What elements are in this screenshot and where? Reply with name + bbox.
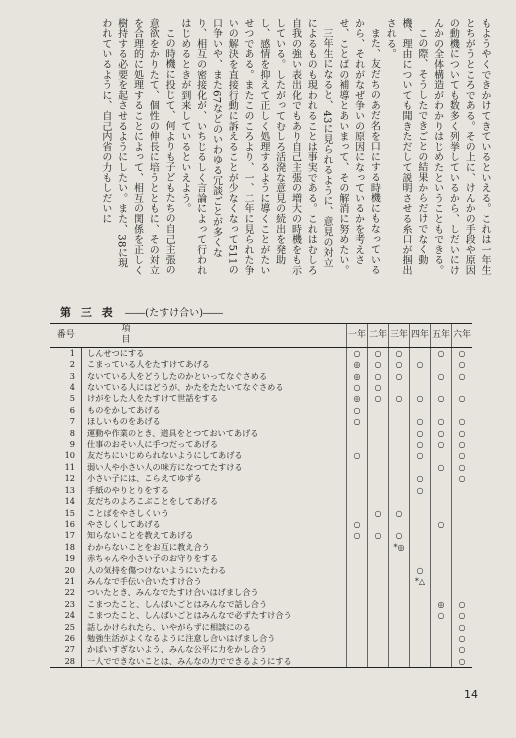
body-paragraph: この際、そうしたできごとの結果からだけでなく動機、理由についても聞きただして説明させる糸口が掴出される。 <box>384 18 427 276</box>
row-item: 運動や作業のとき、道具をとつておいてあげる <box>87 427 259 438</box>
row-item: ものをかしてあげる <box>87 404 161 415</box>
grade-mark <box>389 405 410 416</box>
header-grade: 四年 <box>410 324 431 348</box>
row-item: ないている人をどうしたのかといってなぐさめる <box>87 370 268 381</box>
table-row <box>50 633 472 644</box>
grade-mark <box>431 576 452 587</box>
grade-mark <box>347 508 368 519</box>
grade-mark <box>452 553 473 564</box>
grade-mark <box>389 599 410 610</box>
grade-mark <box>347 565 368 576</box>
grade-mark: ○ <box>347 450 368 461</box>
grade-mark: *◎ <box>389 542 410 553</box>
grade-mark <box>368 485 389 496</box>
grade-mark <box>431 508 452 519</box>
grade-mark: ○ <box>347 416 368 427</box>
row-number: 2 <box>50 359 82 370</box>
grade-mark <box>452 508 473 519</box>
header-grade: 五年 <box>431 324 452 348</box>
grade-mark <box>389 644 410 655</box>
row-number: 5 <box>50 393 82 404</box>
body-paragraph: もようやくできかけてきているといえる。これは一年生とちがうところである。その上に、けんかの手段や原因の動機についても数多く列挙しているから、しだいにけんかの全体構造がわかりはじめたということもできる。 <box>431 18 490 276</box>
row-number: 3 <box>50 371 82 382</box>
grade-mark: ○ <box>389 347 410 359</box>
grade-mark: ○ <box>389 359 410 370</box>
grade-mark <box>347 587 368 598</box>
row-number: 13 <box>50 485 82 496</box>
row-number: 6 <box>50 405 82 416</box>
header-item-2: 目 <box>121 335 131 346</box>
body-text <box>40 18 492 278</box>
grade-mark <box>347 610 368 621</box>
table-title-subtitle: ――(たすけ合い)―― <box>125 308 223 319</box>
table-row <box>50 622 472 633</box>
grade-mark <box>368 416 389 427</box>
grade-mark <box>431 644 452 655</box>
grade-mark <box>347 576 368 587</box>
table-row <box>50 371 472 382</box>
grade-mark: ○ <box>452 439 473 450</box>
row-number: 16 <box>50 519 82 530</box>
grade-mark <box>389 462 410 473</box>
row-number: 20 <box>50 565 82 576</box>
table-title-label: 第 三 表 <box>60 306 116 319</box>
grade-mark: ○ <box>452 371 473 382</box>
grade-mark <box>410 599 431 610</box>
table-row <box>50 439 472 450</box>
row-item: 知らないことを教えてあげる <box>87 530 194 541</box>
grade-mark <box>410 371 431 382</box>
header-grade: 六年 <box>452 324 473 348</box>
grade-mark <box>452 587 473 598</box>
grade-mark <box>410 382 431 393</box>
grade-mark: ○ <box>368 359 389 370</box>
grade-mark <box>431 542 452 553</box>
grade-mark: ○ <box>431 393 452 404</box>
grade-mark <box>452 565 473 576</box>
row-item: 仕事のおそい人に手つだってあげる <box>87 439 219 450</box>
grade-mark: ○ <box>368 393 389 404</box>
grade-mark <box>347 633 368 644</box>
row-number: 8 <box>50 428 82 439</box>
row-item: わからないことをお互に教え合う <box>87 541 210 552</box>
row-item: 一人でできないことは、みんなの力でできるようにする <box>82 656 347 668</box>
row-item: みんなで手伝い合いたすけ合う <box>87 575 202 586</box>
row-item: 赤ちゃんや小さい子のお守りをする <box>87 553 219 564</box>
grade-mark <box>431 553 452 564</box>
grade-mark: ○ <box>431 371 452 382</box>
grade-mark <box>368 622 389 633</box>
table-row <box>50 450 472 461</box>
grade-mark <box>389 382 410 393</box>
grade-mark <box>368 553 389 564</box>
grade-mark: ○ <box>431 416 452 427</box>
grade-mark: ○ <box>410 393 431 404</box>
grade-mark: ○ <box>389 508 410 519</box>
page-number: 14 <box>464 688 478 701</box>
grade-mark <box>410 462 431 473</box>
grade-mark <box>368 542 389 553</box>
grade-mark <box>368 462 389 473</box>
grade-mark: ○ <box>452 644 473 655</box>
row-item: けがをした人をたすけて世話をする <box>87 393 219 404</box>
grade-mark <box>452 576 473 587</box>
row-item: こまつたこと、しんぱいごとはみんなで話し合う <box>87 598 268 609</box>
row-item: 手紙のやりとりをする <box>87 484 169 495</box>
grade-mark: ○ <box>410 473 431 484</box>
row-item: 小さい子には、こらえてゆずる <box>87 473 202 484</box>
grade-mark <box>410 519 431 530</box>
grade-mark <box>410 405 431 416</box>
grade-mark <box>431 622 452 633</box>
header-grade: 二年 <box>368 324 389 348</box>
grade-mark: ○ <box>410 485 431 496</box>
table-header-row <box>50 324 472 348</box>
row-item: 勉強生活がよくなるように注意し合いはげまし合う <box>87 632 276 643</box>
grade-mark <box>452 530 473 541</box>
row-item: しんせつにする <box>87 347 145 358</box>
table-row <box>50 644 472 655</box>
grade-mark <box>347 462 368 473</box>
table-row <box>50 576 472 587</box>
grade-mark: ○ <box>347 530 368 541</box>
grade-mark: ○ <box>431 610 452 621</box>
grade-mark <box>389 587 410 598</box>
header-grade: 一年 <box>347 324 368 348</box>
grade-mark: ○ <box>431 462 452 473</box>
grade-mark <box>431 405 452 416</box>
grade-mark <box>347 599 368 610</box>
grade-mark: ○ <box>368 371 389 382</box>
table-row <box>50 462 472 473</box>
row-number: 21 <box>50 576 82 587</box>
grade-mark <box>389 610 410 621</box>
table-row <box>50 656 472 668</box>
grade-mark: ○ <box>452 599 473 610</box>
row-item: 人の気持を傷つけないようにいたわる <box>87 564 227 575</box>
grade-mark: ○ <box>347 382 368 393</box>
grade-mark <box>410 508 431 519</box>
grade-mark <box>368 576 389 587</box>
grade-mark <box>431 633 452 644</box>
grade-mark <box>389 519 410 530</box>
row-number: 17 <box>50 530 82 541</box>
row-item: 弱い人や小さい人の味方になつてたすける <box>87 461 243 472</box>
grade-mark <box>389 439 410 450</box>
grade-mark <box>389 473 410 484</box>
grade-mark: ○ <box>389 393 410 404</box>
grade-mark: ○ <box>347 519 368 530</box>
header-item-1: 項 <box>121 324 131 334</box>
grade-mark <box>368 405 389 416</box>
grade-mark: ◎ <box>347 371 368 382</box>
grade-mark <box>368 428 389 439</box>
grade-mark <box>389 576 410 587</box>
header-item <box>82 324 347 348</box>
grade-mark <box>368 587 389 598</box>
grade-mark: ○ <box>452 347 473 359</box>
grade-mark: ○ <box>389 530 410 541</box>
grade-mark: ○ <box>452 462 473 473</box>
grade-mark <box>410 542 431 553</box>
row-item: こまつたこと、しんぱいごとはみんなで必ずたすけ合う <box>87 610 292 621</box>
grade-mark <box>431 530 452 541</box>
table-row <box>50 542 472 553</box>
grade-mark: ○ <box>410 359 431 370</box>
grade-mark: ○ <box>452 450 473 461</box>
body-paragraph: この時機に投じて、何よりも子どもたちの自己主張の意欲をかりたて、個性の伸長に培うとともに、その対立を合理的に処理することによって、相互の関係を正しく樹持する必要を起させるようにしたい。また、38に現われているように、自己内省の力もしだいに <box>99 18 175 276</box>
row-item: ことばをやさしくいう <box>87 507 169 518</box>
grade-mark <box>452 405 473 416</box>
grade-mark: ○ <box>452 473 473 484</box>
row-number: 24 <box>50 610 82 621</box>
grade-mark <box>347 656 368 668</box>
table-row <box>50 485 472 496</box>
grade-mark <box>431 485 452 496</box>
grade-mark <box>410 553 431 564</box>
row-number: 11 <box>50 462 82 473</box>
grade-mark: ○ <box>368 508 389 519</box>
row-item: ないている人にはどうが、かたをたたいてなぐさめる <box>87 382 284 393</box>
grade-mark: ○ <box>452 656 473 668</box>
grade-mark <box>368 473 389 484</box>
grade-mark <box>347 644 368 655</box>
grade-mark <box>347 542 368 553</box>
row-number: 1 <box>50 347 82 359</box>
grade-mark <box>389 656 410 668</box>
grade-mark <box>368 599 389 610</box>
grade-mark <box>389 565 410 576</box>
grade-mark: ○ <box>452 359 473 370</box>
grade-mark: ○ <box>431 519 452 530</box>
table-row <box>50 359 472 370</box>
grade-mark <box>389 416 410 427</box>
grade-mark <box>368 644 389 655</box>
row-number: 4 <box>50 382 82 393</box>
row-number: 22 <box>50 587 82 598</box>
row-number: 15 <box>50 508 82 519</box>
table-row <box>50 553 472 564</box>
row-number: 10 <box>50 450 82 461</box>
table-body <box>50 347 472 667</box>
grade-mark: ○ <box>389 371 410 382</box>
table-row <box>50 496 472 507</box>
grade-mark <box>389 450 410 461</box>
grade-mark: ○ <box>368 530 389 541</box>
grade-mark <box>389 622 410 633</box>
grade-mark <box>431 450 452 461</box>
grade-mark: *△ <box>410 576 431 587</box>
grade-mark <box>431 656 452 668</box>
table-row <box>50 405 472 416</box>
table-row <box>50 565 472 576</box>
table-row <box>50 508 472 519</box>
grade-mark: ○ <box>431 428 452 439</box>
row-number: 25 <box>50 622 82 633</box>
table-row <box>50 599 472 610</box>
row-number: 26 <box>50 633 82 644</box>
grade-mark <box>368 565 389 576</box>
table-row <box>50 519 472 530</box>
grade-mark <box>431 473 452 484</box>
row-item: かばいすぎないよう、みんな公平に力をかし合う <box>87 644 268 655</box>
grade-mark <box>410 622 431 633</box>
grade-mark <box>389 428 410 439</box>
row-number: 9 <box>50 439 82 450</box>
grade-mark <box>410 656 431 668</box>
row-number: 19 <box>50 553 82 564</box>
grade-mark <box>347 622 368 633</box>
grade-mark: ◎ <box>347 359 368 370</box>
grade-mark: ○ <box>368 382 389 393</box>
grade-mark: ○ <box>368 347 389 359</box>
row-number: 12 <box>50 473 82 484</box>
row-number: 14 <box>50 496 82 507</box>
grade-mark: ○ <box>410 428 431 439</box>
grade-mark: ○ <box>410 416 431 427</box>
grade-mark: ○ <box>410 439 431 450</box>
grade-mark <box>452 382 473 393</box>
grade-mark <box>368 519 389 530</box>
grade-mark: ○ <box>452 428 473 439</box>
table-row <box>50 382 472 393</box>
grade-mark <box>410 587 431 598</box>
grade-mark <box>410 610 431 621</box>
table-row <box>50 610 472 621</box>
grade-mark <box>389 553 410 564</box>
row-item: 友だちにいじめられないようにしてあげる <box>87 450 243 461</box>
grade-mark: ○ <box>452 610 473 621</box>
grade-mark <box>347 428 368 439</box>
grade-mark <box>389 633 410 644</box>
grade-mark: ○ <box>452 633 473 644</box>
table-title <box>60 304 223 320</box>
grade-mark: ○ <box>410 565 431 576</box>
grade-mark <box>410 347 431 359</box>
grade-mark <box>431 587 452 598</box>
table-row <box>50 393 472 404</box>
grade-mark <box>368 610 389 621</box>
grade-mark: ○ <box>452 416 473 427</box>
grade-mark <box>410 496 431 507</box>
row-number: 23 <box>50 599 82 610</box>
row-item: やさしくしてあげる <box>87 518 161 529</box>
grade-mark: ◎ <box>347 393 368 404</box>
grade-mark <box>410 530 431 541</box>
grade-mark <box>389 496 410 507</box>
header-number: 番号 <box>50 324 82 348</box>
grade-mark <box>431 382 452 393</box>
table-row <box>50 530 472 541</box>
grade-mark <box>347 439 368 450</box>
help-table <box>50 323 472 668</box>
row-number: 7 <box>50 416 82 427</box>
grade-mark <box>347 473 368 484</box>
row-number: 27 <box>50 644 82 655</box>
body-paragraph: 三年生になると、43に見られるように、意見の対立によるものも現われることは事実である。これはむしろ自我の強い表出化でもあり自己主張の増大の時機をも示している。したがってむしろ活溌な意見の続出を発助し、感情を抑えて正しく処理するように導くことがたいせつである。またこのころより、一、二年に見られた争いの解決を直接行動に訴えることが少なくなって511の口争いや、また67などのいわゆる冗談ごとが多くなり、相互の密接化が、いちじるしく言論によって行われはじめるときが到来しているといえよう。 <box>178 18 333 276</box>
grade-mark <box>452 519 473 530</box>
grade-mark <box>431 359 452 370</box>
table-row <box>50 347 472 359</box>
row-number: 28 <box>50 656 82 668</box>
grade-mark <box>347 553 368 564</box>
grade-mark <box>452 485 473 496</box>
row-number: 18 <box>50 542 82 553</box>
grade-mark: ○ <box>410 450 431 461</box>
row-item: こまっている人をたすけてあげる <box>87 359 210 370</box>
grade-mark: ○ <box>347 405 368 416</box>
grade-mark <box>410 644 431 655</box>
grade-mark <box>368 496 389 507</box>
row-item: ほしいものをあげる <box>87 416 161 427</box>
grade-mark <box>368 439 389 450</box>
body-paragraph: また、友だちのあだ名を口にする時機にもなっているから、それがなぜ争いの原因になっているかを考えさせ、ことばの補導とあいまって、その解消に努めたい。 <box>336 18 380 276</box>
table-row <box>50 428 472 439</box>
row-item: 友だちのよろこぶことをしてあげる <box>87 496 219 507</box>
grade-mark <box>431 565 452 576</box>
grade-mark: ○ <box>452 393 473 404</box>
grade-mark <box>410 633 431 644</box>
header-grade: 三年 <box>389 324 410 348</box>
table-row <box>50 473 472 484</box>
grade-mark <box>452 542 473 553</box>
grade-mark: ○ <box>347 347 368 359</box>
grade-mark <box>368 656 389 668</box>
grade-mark <box>368 633 389 644</box>
grade-mark: ◎ <box>431 599 452 610</box>
grade-mark <box>347 485 368 496</box>
table-row <box>50 416 472 427</box>
grade-mark <box>452 496 473 507</box>
grade-mark <box>368 450 389 461</box>
grade-mark: ○ <box>431 347 452 359</box>
table-row <box>50 587 472 598</box>
grade-mark: ○ <box>431 439 452 450</box>
grade-mark <box>431 496 452 507</box>
grade-mark: ○ <box>452 622 473 633</box>
grade-mark <box>347 496 368 507</box>
grade-mark <box>389 485 410 496</box>
row-item: 話しかけられたら、いやがらずに相談にのる <box>87 621 251 632</box>
row-item: ついたとき、みんなでたすけ合いはげまし合う <box>87 587 259 598</box>
